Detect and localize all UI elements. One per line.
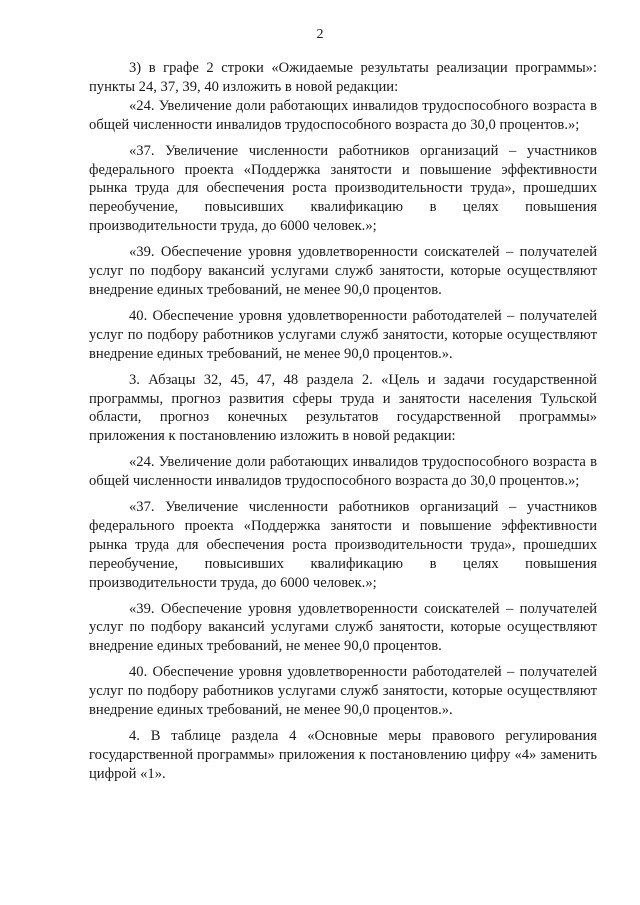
- paragraph-3-item-37: «37. Увеличение численности работников организаций – участников федерального проекта «Поддержка занятости и повышение эффективности рынка труда для обеспечения роста производительности труда», прошедших переобучение, повысивших квалификацию в целях повышения производительности труда, до 6000 человек.»;: [89, 142, 597, 235]
- paragraph-8-item-37: «37. Увеличение численности работников организаций – участников федерального проекта «Поддержка занятости и повышение эффективности рынка труда для обеспечения роста производительности труда», прошедших переобучение, повысивших квалификацию в целях повышения производительности труда, до 6000 человек.»;: [89, 499, 597, 591]
- paragraph-9-item-39: «39. Обеспечение уровня удовлетворенности соискателей – получателей услуг по подбору вакансий услугами служб занятости, которые осуществляют внедрение единых требований, не менее 90,0 процентов.: [89, 600, 597, 655]
- paragraph-7-item-24: «24. Увеличение доли работающих инвалидов трудоспособного возраста в общей численности инвалидов трудоспособного возраста до 30,0 процентов.»;: [89, 454, 597, 490]
- paragraph-2-item-24: «24. Увеличение доли работающих инвалидов трудоспособного возраста в общей численности инвалидов трудоспособного возраста до 30,0 процентов.»;: [89, 97, 597, 133]
- page-number: 2: [316, 27, 324, 42]
- paragraph-11-section-4: 4. В таблице раздела 4 «Основные меры правового регулирования государственной программы» приложения к постановлению цифру «4» заменить цифрой «1».: [89, 728, 597, 782]
- document-body: [89, 59, 597, 784]
- paragraph-5-item-40: 40. Обеспечение уровня удовлетворенности работодателей – получателей услуг по подбору работников услугами служб занятости, которые осуществляют внедрение единых требований, не менее 90,0 процентов.».: [89, 307, 597, 362]
- paragraph-4-item-39: «39. Обеспечение уровня удовлетворенности соискателей – получателей услуг по подбору вакансий услугами служб занятости, которые осуществляют внедрение единых требований, не менее 90,0 процентов.: [89, 244, 597, 298]
- paragraph-6-section-3: 3. Абзацы 32, 45, 47, 48 раздела 2. «Цель и задачи государственной программы, прогноз развития сферы труда и занятости населения Тульской области, прогноз конечных результатов государственной программы» приложения к постановлению изложить в новой редакции:: [89, 371, 597, 445]
- paragraph-10-item-40: 40. Обеспечение уровня удовлетворенности работодателей – получателей услуг по подбору работников услугами служб занятости, которые осуществляют внедрение единых требований, не менее 90,0 процентов.».: [89, 664, 597, 719]
- paragraph-1-intro: 3) в графе 2 строки «Ожидаемые результаты реализации программы»: пункты 24, 37, 39, 40 изложить в новой редакции:: [89, 60, 597, 95]
